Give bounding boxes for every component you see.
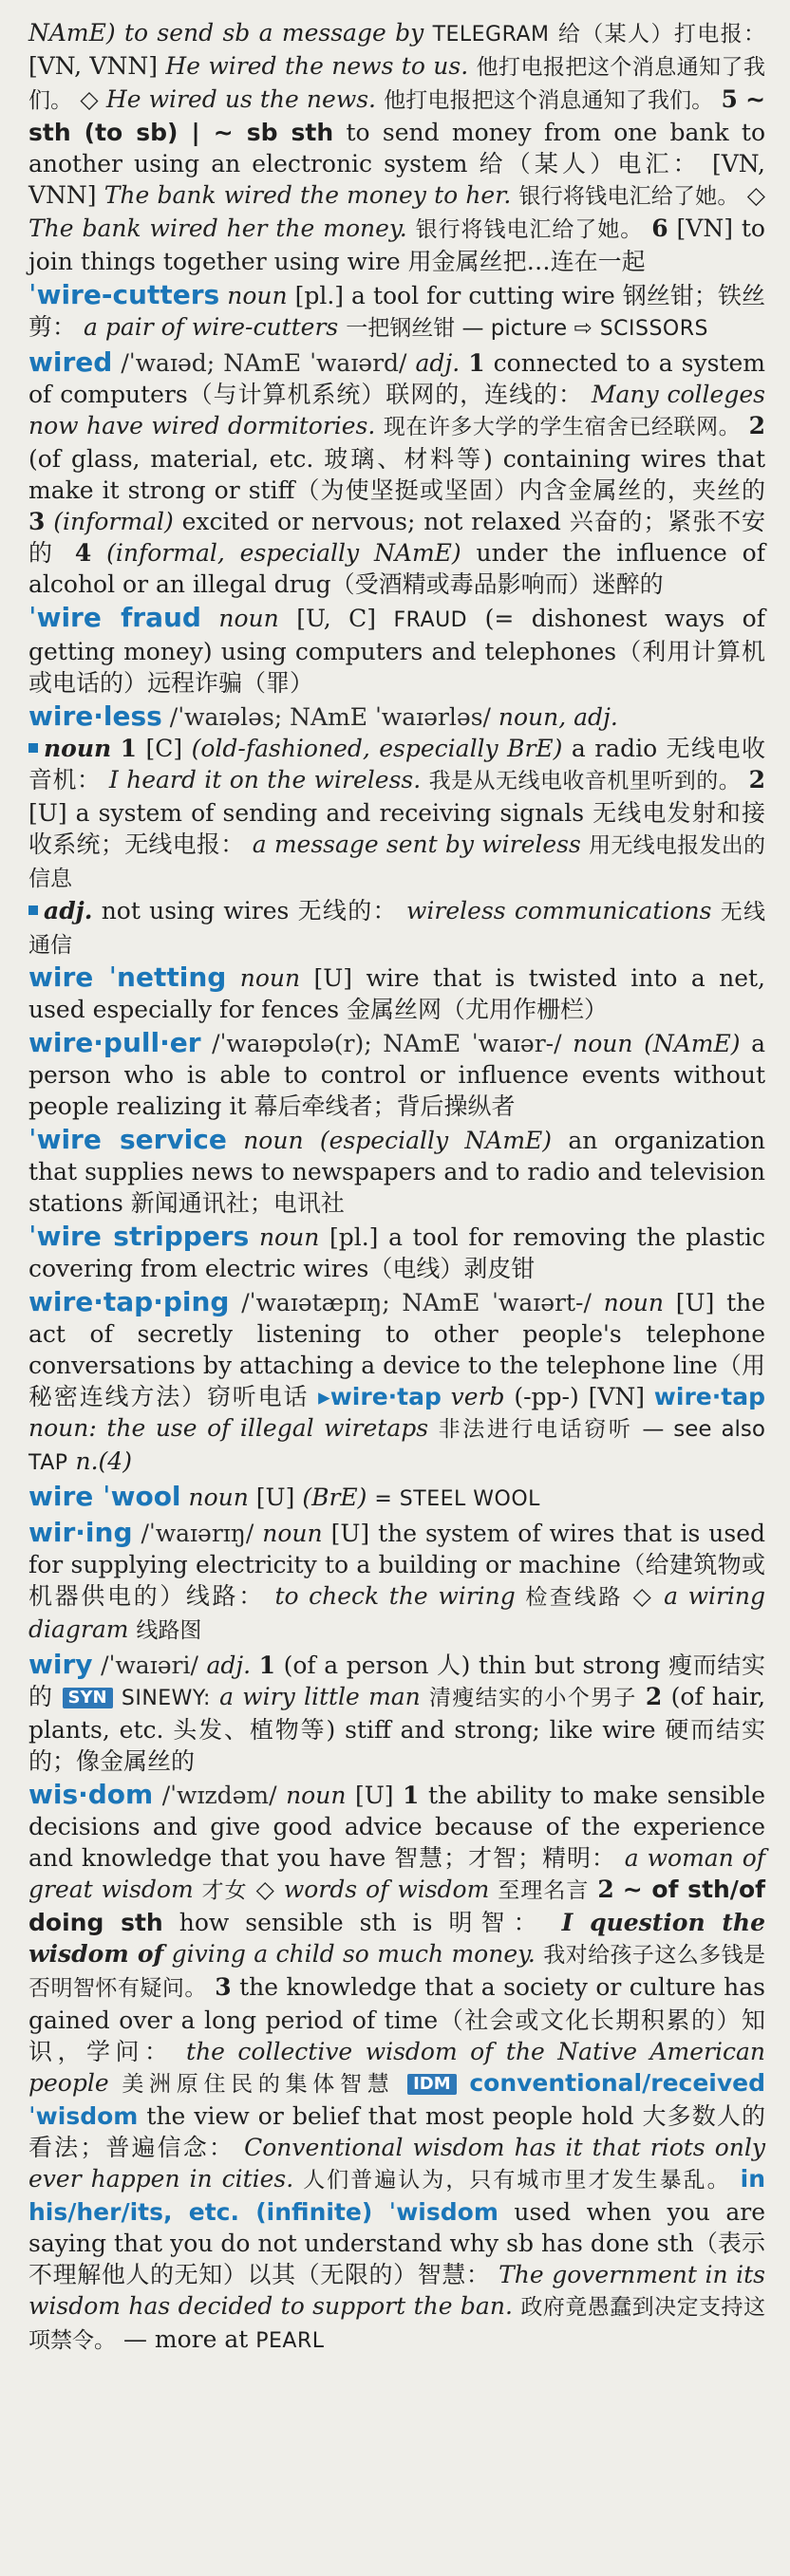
region-label: NAmE) to send sb a message by <box>28 19 424 47</box>
idiom-phrase[interactable]: in his/her/its, etc. (infinite) ˈwisdom <box>28 2165 766 2226</box>
part-of-speech: verb <box>450 1383 505 1410</box>
example: Conventional wisdom has it that riots only ever happen in cities. <box>28 2134 765 2193</box>
translation: 我对给孩子这么多钱是否明智怀有疑问。 <box>28 1943 766 2001</box>
sense-number: 6 <box>651 215 668 242</box>
translation: 检查线路 <box>525 1585 623 1610</box>
headword[interactable]: wired <box>28 346 113 378</box>
translation: 人们普遍认为，只有城市里才发生暴乱。 <box>303 2168 731 2193</box>
headword[interactable]: wire·tap·ping <box>28 1286 230 1317</box>
grammar-code: [U] <box>330 1520 370 1547</box>
definition: to send money from one bank to another using an electronic system 给（某人）电汇： <box>28 119 765 177</box>
translation: 至理名言 <box>498 1878 590 1903</box>
section-bullet-icon <box>28 743 38 753</box>
definition: a tool for cutting wire 钢丝钳；铁丝剪： <box>28 282 765 341</box>
synonym-badge: SYN <box>63 1688 113 1708</box>
sense-number: 2 <box>748 412 765 439</box>
headword[interactable]: ˈwire fraud <box>28 602 201 633</box>
translation: 给（某人）打电报： <box>557 22 766 47</box>
entry-wire-strippers <box>28 1221 765 1284</box>
definition: an organization that supplies news to newspapers and to radio and television stations 新闻通讯社；电讯社 <box>28 1127 765 1217</box>
definition: (of a person 人) thin but strong 瘦而结实的 <box>28 1652 765 1710</box>
grammar-code: [U] <box>675 1289 715 1316</box>
part-of-speech: noun <box>286 1782 347 1809</box>
definition: under the influence of alcohol or an illegal drug（受酒精或毒品影响而）迷醉的 <box>28 539 765 598</box>
pronunciation: /ˈwaɪətæpɪŋ; NAmE ˈwaɪərt-/ <box>241 1289 592 1316</box>
pronunciation: /ˈwaɪəd; NAmE ˈwaɪərd/ <box>121 349 407 377</box>
translation: 非法进行电话窃听 — see also <box>438 1417 765 1442</box>
pronunciation: /ˈwaɪəpʊlə(r); NAmE ˈwaɪər-/ <box>212 1030 562 1057</box>
example: the collective wisdom of the Native American people <box>28 2038 765 2097</box>
example: The government in its wisdom has decided to support the ban. <box>28 2261 765 2320</box>
entry-wire-netting <box>28 961 765 1025</box>
part-of-speech: noun <box>188 1484 249 1511</box>
register-label: (old-fashioned, especially BrE) <box>191 735 563 762</box>
grammar-code: [U] <box>313 964 353 992</box>
inflection: (-pp-) <box>514 1383 579 1410</box>
register-label: (informal) <box>53 508 174 535</box>
definition: wire that is twisted into a net, used especially for fences 金属丝网（尤用作栅栏） <box>28 964 766 1023</box>
example: ◇ words of wisdom <box>255 1876 490 1903</box>
sense-number: 1 <box>258 1652 276 1679</box>
grammar-code: [U, C] <box>296 605 377 632</box>
headword[interactable]: ˈwire-cutters <box>28 279 220 310</box>
entry-wire-wool <box>28 1481 765 1515</box>
headword[interactable]: wire ˈwool <box>28 1481 181 1512</box>
definition: the view or belief that most people hold 大多数人的看法；普遍信念： <box>28 2102 766 2161</box>
section-lead: noun <box>44 735 112 762</box>
grammar-code: [VN, VNN] <box>28 150 765 209</box>
sense-reference: n.(4) <box>75 1447 132 1475</box>
region-label: (especially NAmE) <box>319 1127 553 1154</box>
entry-wireless <box>28 700 765 733</box>
pronunciation: /ˈwaɪərɪŋ/ <box>141 1520 254 1547</box>
entry-wiretapping <box>28 1286 765 1479</box>
sense-number: 2 <box>597 1876 614 1903</box>
sense-number: 3 <box>28 508 46 535</box>
example: a message sent by wireless <box>252 831 581 858</box>
definition: not using wires 无线的： <box>101 897 398 924</box>
part-of-speech: noun, adj. <box>498 703 618 731</box>
grammar-code: [VN] <box>588 1383 645 1410</box>
example: a pair of wire-cutters <box>83 313 339 341</box>
translation: 才女 <box>201 1878 248 1903</box>
definition: a system of sending and receiving signals 无线电发射和接收系统；无线电报： <box>28 799 765 858</box>
example: ◇ a wiring diagram <box>28 1582 766 1643</box>
translation: 线路图 <box>136 1618 202 1643</box>
definition: connected to a system of computers（与计算机系统）联网的，连线的： <box>28 349 765 408</box>
translation: 清瘦结实的小个男子 <box>429 1686 637 1710</box>
region-label: (NAmE) <box>644 1030 741 1057</box>
section-bullet-icon <box>28 905 38 915</box>
example: ◇ He wired us the news. <box>80 85 376 113</box>
definition: how sensible sth is 明智： <box>179 1909 546 1936</box>
region-label: (BrE) <box>302 1484 367 1511</box>
translation: 用无线电报发出的信息 <box>28 833 765 891</box>
entry-wiring <box>28 1517 765 1647</box>
pronunciation: /ˈwaɪəri/ <box>101 1652 198 1679</box>
part-of-speech: adj. <box>415 349 461 377</box>
headword[interactable]: wis·dom <box>28 1779 154 1810</box>
register-label: (informal, especially NAmE) <box>106 539 461 567</box>
translation: 一把钢丝钳 — picture ⇨ <box>346 316 592 341</box>
cross-reference[interactable]: SINEWY: <box>121 1687 211 1710</box>
grammar-pattern: ~ sth (to sb) | ~ sb sth <box>28 85 766 146</box>
grammar-code: [C] <box>145 735 183 762</box>
wireless-noun-block <box>28 733 765 895</box>
translation: 银行将钱电汇给了她。 <box>415 217 644 242</box>
sense-number: 1 <box>120 735 138 762</box>
definition: the ability to make sensible decisions and give good advice because of the experience and knowledge that you have 智慧；才智；精明： <box>28 1782 765 1872</box>
part-of-speech: noun <box>218 605 279 632</box>
entry-wire-continued <box>28 17 765 277</box>
definition: (of glass, material, etc. 玻璃、材料等) containing wires that make it strong or stiff（为使坚挺或坚固）内含金属丝的，夹丝的 <box>28 445 765 504</box>
definition: excited or nervous; not relaxed 兴奋的；紧张不安的 <box>28 508 766 567</box>
cross-reference[interactable]: TELEGRAM <box>432 23 550 47</box>
definition: the act of secretly listening to other people's telephone conversations by attaching a device to the telephone line（用秘密连线方法）窃听电话 <box>28 1289 766 1410</box>
example: I heard it on the wireless. <box>108 766 422 793</box>
example: ◇ The bank wired her the money. <box>28 181 765 242</box>
grammar-code: [U] <box>255 1484 295 1511</box>
example: the use of illegal wiretaps <box>106 1414 429 1442</box>
section-lead: adj. <box>44 897 93 924</box>
sense-number: 4 <box>74 539 92 567</box>
headword[interactable]: wiry <box>28 1649 93 1680</box>
sense-number: 2 <box>748 766 765 793</box>
sense-number: 1 <box>468 349 485 377</box>
grammar-code: [U] <box>28 799 67 827</box>
grammar-code: [pl.] <box>294 282 345 309</box>
definition: to join things together using wire 用金属丝把…连在一起 <box>28 215 765 275</box>
definition: the system of wires that is used for supplying electricity to a building or machine（给建筑物或机器供电的）线路： <box>28 1520 765 1610</box>
part-of-speech: noun <box>227 282 288 309</box>
definition: a person who is able to control or influence events without people realizing it 幕后牵线者；背后操纵者 <box>28 1030 765 1120</box>
grammar-code: [U] <box>354 1782 394 1809</box>
idiom-badge: IDM <box>407 2074 457 2095</box>
example: a woman of great wisdom <box>28 1844 765 1903</box>
example: to check the wiring <box>274 1582 516 1610</box>
idiom-phrase[interactable]: conventional/received ˈwisdom <box>28 2069 766 2130</box>
cross-reference[interactable]: PEARL <box>255 2329 325 2353</box>
translation: 我是从无线电收音机里听到的。 <box>428 769 742 793</box>
definition: a radio 无线电收音机： <box>28 735 765 793</box>
example: The bank wired the money to her. <box>103 181 512 209</box>
example-rest: giving a child so much money. <box>171 1940 536 1968</box>
sense-number: 3 <box>215 1973 232 2001</box>
wireless-adj-block <box>28 895 765 961</box>
entry-wire-puller <box>28 1027 765 1122</box>
translation: 银行将钱电汇给了她。 <box>518 184 740 209</box>
translation: 他打电报把这个消息通知了我们。 <box>28 55 766 113</box>
definition: used when you are saying that you do not understand why sb has done sth（表示不理解他人的无知）以其（无限的）智慧： <box>28 2198 765 2288</box>
example: a wiry little man <box>219 1683 421 1710</box>
grammar-code: [VN] <box>676 215 733 242</box>
headword[interactable]: wir·ing <box>28 1517 133 1548</box>
part-of-speech: noun: <box>28 1414 97 1442</box>
translation: 无线通信 <box>28 900 766 958</box>
translation: 现在许多大学的学生宿舍已经联网。 <box>383 415 742 439</box>
definition: the knowledge that a society or culture has gained over a long period of time（社会或文化长期积累的）知识，学问： <box>28 1973 766 2065</box>
example: Many colleges now have wired dormitories. <box>28 381 765 439</box>
part-of-speech: noun <box>258 1223 320 1251</box>
example: He wired the news to us. <box>165 52 469 80</box>
derivative-word[interactable]: wire·tap <box>653 1383 765 1410</box>
part-of-speech: noun <box>603 1289 664 1316</box>
cross-reference[interactable]: FRAUD <box>393 608 468 632</box>
entry-wire-fraud <box>28 602 765 699</box>
entry-wire-service <box>28 1124 765 1219</box>
part-of-speech: noun <box>239 964 301 992</box>
cross-reference[interactable]: SCISSORS <box>599 317 708 341</box>
headword[interactable]: wire ˈnetting <box>28 961 227 993</box>
grammar-code: [pl.] <box>329 1223 379 1251</box>
more-at-label: — more at <box>122 2325 249 2353</box>
part-of-speech: noun <box>262 1520 323 1547</box>
entry-wired <box>28 346 765 600</box>
headword[interactable]: ˈwire strippers <box>28 1221 250 1252</box>
part-of-speech: noun <box>573 1030 633 1057</box>
sense-number: 1 <box>403 1782 420 1809</box>
sense-number: 2 <box>645 1683 663 1710</box>
cross-reference[interactable]: TAP <box>28 1451 68 1475</box>
grammar-code: [VN, VNN] <box>28 52 158 80</box>
derivative-word[interactable]: wire·tap <box>329 1383 442 1410</box>
grammar-pattern: ~ of sth/of doing sth <box>28 1876 765 1936</box>
definition: (= dishonest ways of getting money) using computers and telephones（利用计算机或电话的）远程诈骗（罪） <box>28 605 765 697</box>
pronunciation: /ˈwaɪələs; NAmE ˈwaɪərləs/ <box>169 703 491 731</box>
definition: a tool for removing the plastic covering from electric wires（电线）剥皮钳 <box>28 1223 766 1282</box>
definition: (of hair, plants, etc. 头发、植物等) stiff and strong; like wire 硬而结实的；像金属丝的 <box>28 1683 766 1775</box>
part-of-speech: noun <box>243 1127 304 1154</box>
headword[interactable]: wire·less <box>28 700 162 732</box>
translation: 他打电报把这个消息通知了我们。 <box>384 88 714 113</box>
sense-number: 5 <box>721 85 738 113</box>
entry-wiry <box>28 1649 765 1777</box>
entry-wisdom <box>28 1779 765 2357</box>
example-emphasis: I question the wisdom of <box>28 1909 766 1968</box>
entry-wire-cutters <box>28 279 765 345</box>
example: wireless communications <box>406 897 712 924</box>
derivative-arrow-icon: ▸ <box>318 1383 330 1410</box>
cross-reference[interactable]: = STEEL WOOL <box>374 1487 540 1511</box>
pronunciation: /ˈwɪzdəm/ <box>161 1782 277 1809</box>
headword[interactable]: ˈwire service <box>28 1124 227 1155</box>
translation: 政府竟愚蠢到决定支持这项禁令。 <box>28 2295 765 2353</box>
translation: 美洲原住民的集体智慧 <box>122 2072 395 2097</box>
headword[interactable]: wire·pull·er <box>28 1027 201 1058</box>
part-of-speech: adj. <box>206 1652 252 1679</box>
